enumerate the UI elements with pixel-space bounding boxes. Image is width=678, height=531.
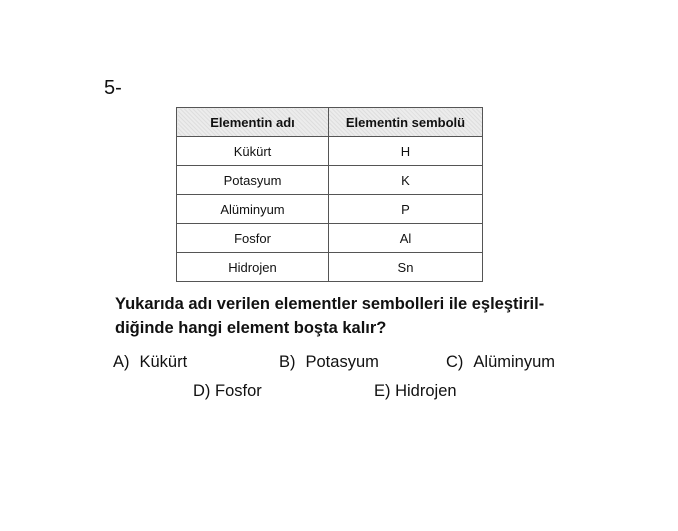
question-line-2: diğinde hangi element boşta kalır?	[115, 319, 387, 337]
element-name-cell: Alüminyum	[177, 195, 329, 224]
option-c-letter: C)	[446, 353, 464, 371]
option-d-text: Fosfor	[215, 382, 262, 400]
table-row	[177, 224, 483, 253]
option-a-letter: A)	[113, 353, 130, 371]
option-b-text: Potasyum	[305, 353, 379, 371]
option-e-text: Hidrojen	[395, 382, 457, 400]
element-symbol-cell: Al	[329, 224, 483, 253]
question-number: 5-	[104, 77, 122, 99]
element-name-cell: Fosfor	[177, 224, 329, 253]
option-c-text: Alüminyum	[473, 353, 556, 371]
element-symbol-cell: H	[329, 137, 483, 166]
question-line-1: Yukarıda adı verilen elementler sembolleri ile eşleştiril-	[115, 295, 545, 313]
table-row	[177, 253, 483, 282]
option-e[interactable]	[374, 381, 457, 401]
question-text	[115, 292, 595, 340]
table-row	[177, 137, 483, 166]
table-row	[177, 166, 483, 195]
element-name-cell: Hidrojen	[177, 253, 329, 282]
option-a[interactable]	[113, 352, 187, 372]
element-symbol-cell: P	[329, 195, 483, 224]
option-b[interactable]	[279, 352, 379, 372]
option-e-letter: E)	[374, 382, 391, 400]
option-b-letter: B)	[279, 353, 296, 371]
table-row	[177, 195, 483, 224]
table-header-row	[177, 108, 483, 137]
option-a-text: Kükürt	[139, 353, 188, 371]
element-symbol-cell: Sn	[329, 253, 483, 282]
option-c[interactable]	[446, 352, 555, 372]
element-name-cell: Potasyum	[177, 166, 329, 195]
option-d[interactable]	[193, 381, 262, 401]
option-d-letter: D)	[193, 382, 211, 400]
header-element-symbol: Elementin sembolü	[329, 108, 483, 137]
element-symbol-cell: K	[329, 166, 483, 195]
element-symbol-table	[176, 107, 483, 282]
header-element-name: Elementin adı	[177, 108, 329, 137]
element-name-cell: Kükürt	[177, 137, 329, 166]
